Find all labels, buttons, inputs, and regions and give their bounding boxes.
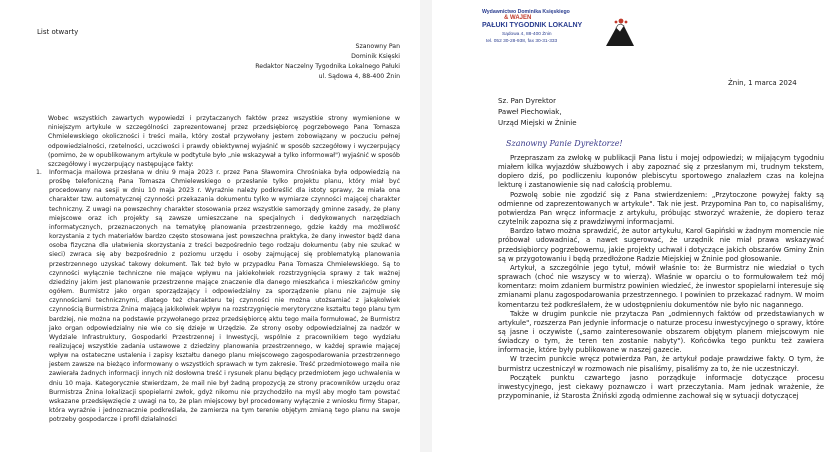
numbered-item <box>36 168 400 424</box>
addressee-line: Szanowny Pan <box>355 43 400 50</box>
addressee-line: Paweł Piechowiak, <box>498 108 562 116</box>
letterhead-line: Sądowa 4, 88-400 Żnin <box>502 32 552 37</box>
body-paragraph: W trzecim punkcie wręcz potwierdza Pan, że artykuł podaje prawdziwe fakty. O tym, że burmistrz uczestniczył w rozmowach nie pisaliśmy, pisaliśmy za to, że nie uczestniczył. <box>498 355 824 373</box>
volcano-emblem-icon <box>602 18 638 48</box>
letter-title: List otwarty <box>37 28 79 36</box>
body-paragraph: Przepraszam za zwłokę w publikacji Pana listu i mojej odpowiedzi; w mijającym tygodniu miałem kilka wyjazdów służbowych i aby zapoznać się z przesłanym mi, trudnym tekstem, dopiero dziś, po podliczeniu kuponów plebiscytu sportowego znalazłem czas na kolejna lekturę i zastanowienie się nad całością problemu. <box>498 154 824 190</box>
body-paragraph: Artykuł, a szczególnie jego tytuł, mówił właśnie to: że Burmistrz nie wiedział o tych sprawach (choć nie wszyscy w to wierzą). Właśnie w oparciu o to formułowałem też mój komentarz: moim zdaniem burmistrz powinien wiedzieć, że inwestor spopielarni interesuje się zmianami planu zagospodarowania przestrzennego. I powinien to przekazać radnym. W moim komentarzu też podkreślałem, że w udostępnieniu dokumentów nie było nic nagannego. <box>498 263 824 309</box>
body-paragraph: Pozwolę sobie nie zgodzić się z Pana stwierdzeniem: „Przytoczone powyżej fakty są odmienne od zaprezentowanych w artykule". Tak nie jest. Przypomina Pan to, co napisaliśmy, potwierdza Pan wręcz informacje z artykułu, próbując stworzyć wrażenie, że dopiero teraz czytelnik zapozna się z prawdziwymi informacjami. <box>498 190 824 227</box>
addressee-line: ul. Sądowa 4, 88-400 Żnin <box>318 73 400 80</box>
handwritten-salutation: Szanowny Panie Dyrektorze! <box>506 139 623 148</box>
letterhead-line: Wydawnictwo Dominika Księskiego <box>482 9 570 15</box>
addressee-line: Redaktor Naczelny Tygodnika Lokalnego Pałuki <box>255 63 400 70</box>
letterhead-logo <box>474 8 596 48</box>
item-text: Informacja mailowa przesłana w dniu 9 maja 2023 r. przez Pana Sławomira Chrośniaka była odpowiedzią na prośbę telefoniczną Pana Tomasza Chmielewskiego o przesłanie tylko projektu planu, który miał być procedowany na sesji w dniu 10 maja 2023 r. Wyraźnie należy podkreślić dla istoty sprawy, że miała ona charakter tzw. automatycznej czynności przekazania dokumentu tylko w wymiarze czynności mającej charakter techniczny. Z uwagi na powszechny charakter stosowania przez wszystkie samorządy gminne zasady, że plany miejscowe oraz ich projekty są zawsze umieszczane na specjalnych i dedykowanych narzędziach informatycznych, przeznaczonych na tematykę planowania przestrzennego, gdzie każdy ma możliwość korzystania z tych materiałów bardzo często stosowana jest powszechna praktyka, że dany inwestor bądź dana osoba fizyczna dla ułatwienia skorzystania z treści bezpośrednio tego rodzaju dokumentu (aby nie szukać w sieci) zwraca się aby bezpośrednio z poziomu urzędu i osoby zajmującej się problematyką planowania przestrzennego uzyskać takowy dokument. Tak też było w przypadku Pana Tomasza Chmielewskiego. Są to czynności wyłącznie techniczne nie mające wpływu na jakiekolwiek rozstrzygnięcia sprawy z tak ważnej dziedziny jakim jest planowanie przestrzenne mające znaczenie dla danego mieszkańca i mieszkańców gminy ogółem. Burmistrz jako organ sporządzający i odpowiedzialny za sporządzenie planu nie zajmuje się czynnościami technicznymi, dlatego też charakteru tej czynności nie można utożsamiać z jakąkolwiek czynnością Burmistrza Żnina mającą jakikolwiek wpływ na rozstrzygnięcie merytoryczne kształtu tego planu tym bardziej, nie można na podstawie przywołanego przez przedsiębiorcę aktu tego maila formułować, że Burmistrz jako organ odpowiedzialny nie wie co się dzieje w Urzędzie. Ze strony osoby odpowiedzialnej za nadzór w Wydziale Infrastruktury, Gospodarki Przestrzennej i Inwestycji, wspólnie z pracownikiem tego wydziału realizującej wszystkie zadania ustawowe z dziedziny planowania przestrzennego, w każdej sprawie mającej wpływ na ostateczne ustalenia i zapisy kształtu danego planu miejscowego zagospodarowania przestrzennego jestem zawsze na bieżąco informowany o wszystkich sprawach w tym zakresie. Treść przedmiotowego maila nie zawierała żadnych informacji innych niż dosłowna treść i rysunek planu będący przedmiotem jego uchwalenia w dniu 10 maja. Kategorycznie stwierdzam, że mail nie był żadną propozycją ze strony pracowników urzędu oraz Burmistrza Żnina lokalizacji spopielarni zwłok, gdyż nikomu nie przychodziło na myśl aby mogło tam powstać wskazane przedsięwzięcie z uwagi na to, że plan miejscowy był procedowany wyłącznie z wniosku firmy Stapar, która wyraźnie i jednoznacznie podkreślała, że zamierza na tym terenie objętym zmianą tego planu na swoje potrzeby gospodarcze i profil działalności <box>49 169 400 424</box>
letterhead-line: & WAJEN <box>504 15 532 21</box>
item-number: 1. <box>36 169 42 176</box>
right-letter-page <box>432 0 840 452</box>
page-divider <box>420 0 432 452</box>
body-paragraph: Bardzo łatwo można sprawdzić, że autor artykułu, Karol Gapiński w żadnym momencie nie próbował udowadniać, a nawet sugerować, że urzędnik nie miał prawa wskazywać przedsiębiorcy pogrzebowemu, jakie projekty uchwał i dotyczące jakich obszarów Gminy Żnin są w przygotowaniu i będą przedłożone Radzie Miejskiej w Żninie pod głosowanie. <box>498 227 824 263</box>
addressee-line: Urząd Miejski w Żninie <box>498 119 577 127</box>
letterhead-line: tel. 052 30-28-938, fax 30-31-333 <box>486 39 558 44</box>
body-paragraph: Także w drugim punkcie nie przytacza Pan „odmiennych faktów od przedstawianych w artykule", rozszerza Pan jedynie informacje o naturze procesu inwestycyjnego o sprawy, które są jasne i oczywiste („samo zainteresowanie obszarem objętym planem miejscowym nie świadczy o tym, że teren ten zostanie nabyty"). Końcówka tego punktu też zawiera informacje, które były publikowane w naszej gazecie. <box>498 309 824 355</box>
letter-date: Żnin, 1 marca 2024 <box>728 79 797 87</box>
addressee-line: Dominik Księski <box>351 53 400 60</box>
letterhead-line: PAŁUKI TYGODNIK LOKALNY <box>482 22 583 29</box>
addressee-line: Sz. Pan Dyrektor <box>498 97 556 105</box>
body-paragraph: Początek punktu czwartego jasno porządkuje informacje dotyczące procesu inwestycyjnego, jest ciekawy poznawczo i wart przeczytania. Mam jednak wrażenie, że przypominanie, iż Starosta Żniński zgodą odmienne zachował się w sytuacji dotyczącej <box>498 373 824 401</box>
left-intro-paragraph: Wobec wszystkich zawartych wypowiedzi i przytaczanych faktów przez wszystkie strony wymienione w niniejszym artykule w szczególności zaprezentowanej przez przedsiębiorcę pogrzebowego Pana Tomasza Chmielewskiego okoliczności i treści maila, który został przywołany jestem zobowiązany w poczuciu pełnej odpowiedzialności, rzetelności, uczciwości i prawdy obiektywnej wyjaśnić w sposób szczegółowy i wyczerpujący (pomimo, że w opublikowanym artykule w podtytule było „nie wskazywał a tylko informował") wyjaśnić w sposób szczegółowy i wyczerpujący następujące fakty: <box>48 115 400 169</box>
left-addressee-block <box>240 42 400 82</box>
letter-body <box>498 154 824 401</box>
right-addressee-block <box>498 96 577 129</box>
